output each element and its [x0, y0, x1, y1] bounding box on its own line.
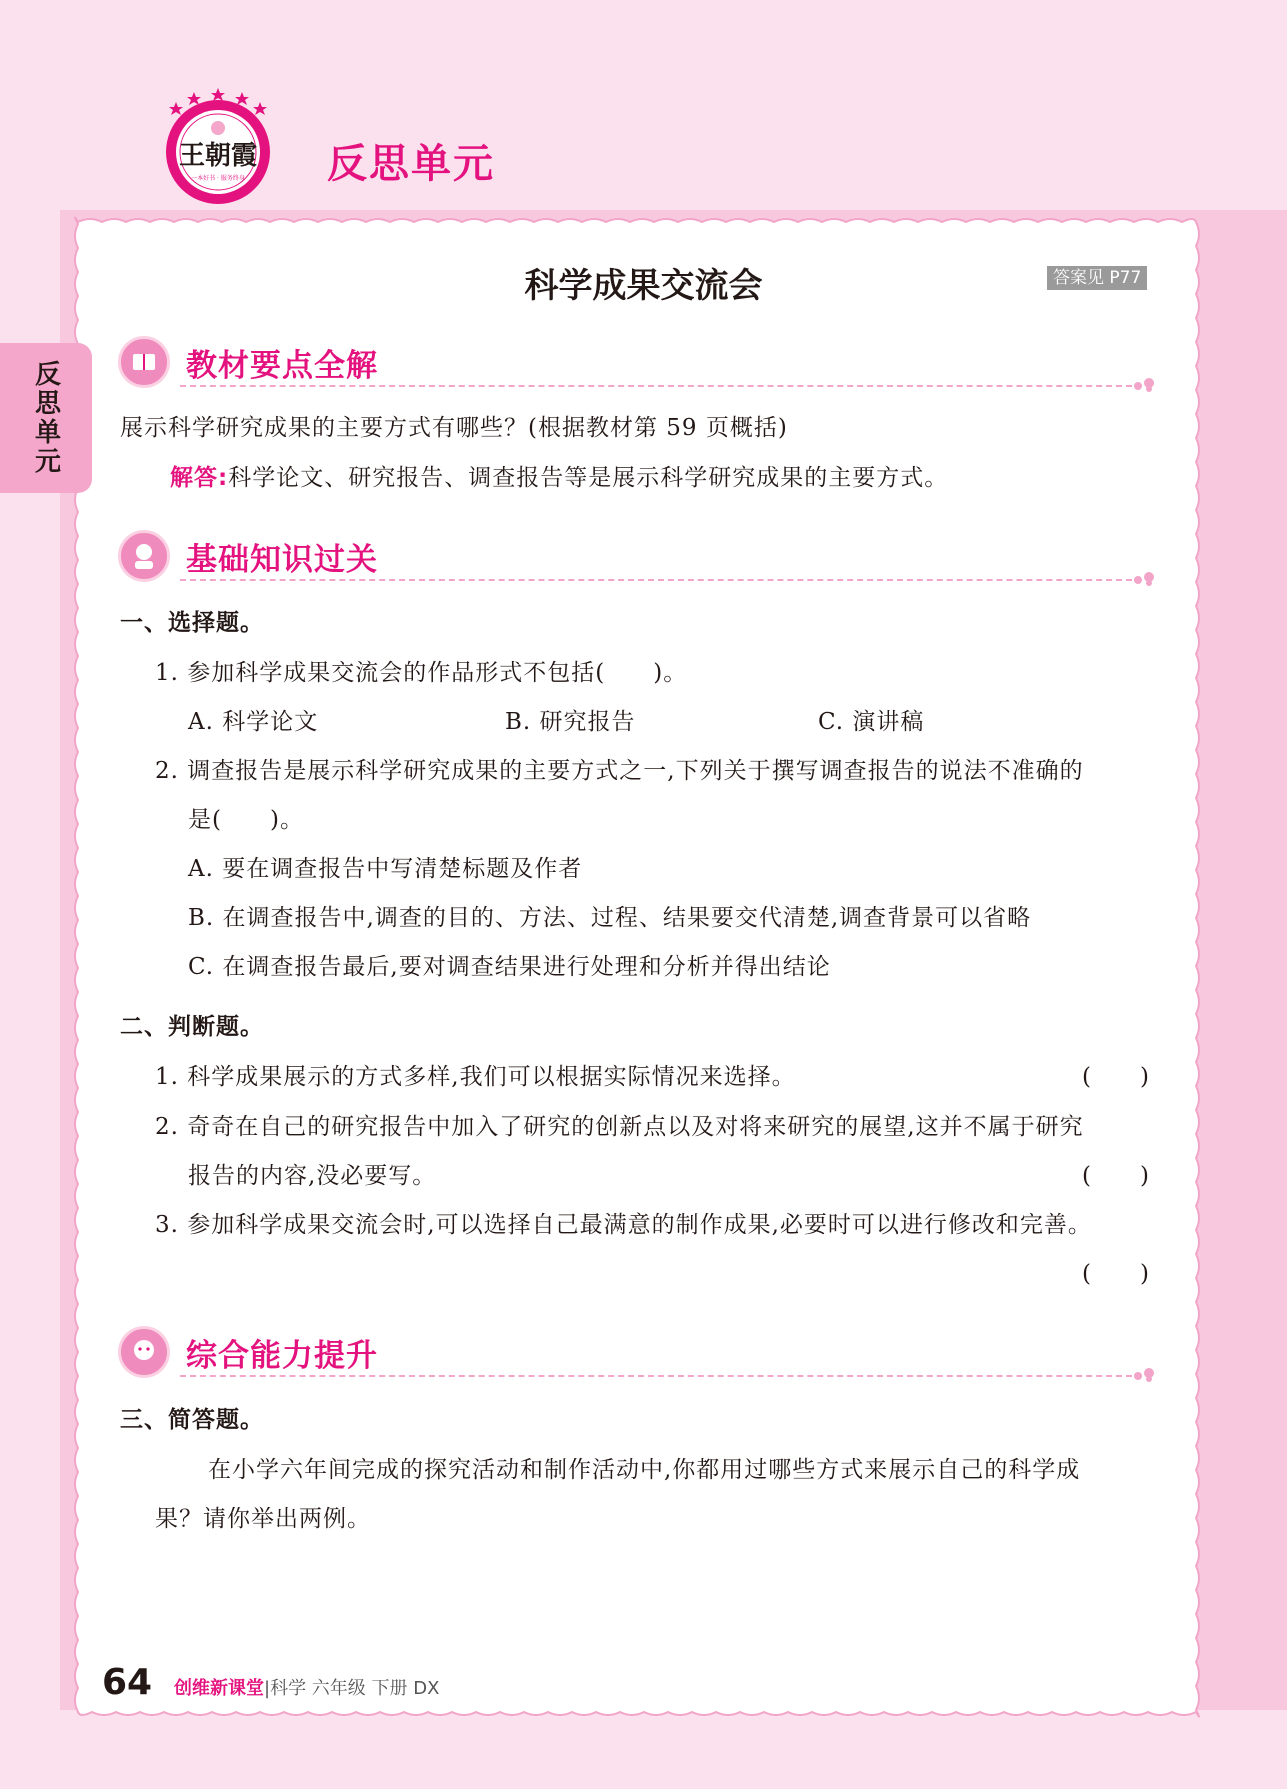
decor-dots-icon	[1132, 376, 1158, 392]
mc-q2-option-a: A. 要在调查报告中写清楚标题及作者	[188, 856, 583, 882]
section-header-advanced	[118, 1322, 1158, 1382]
part3-title: 三、简答题。	[120, 1407, 264, 1433]
section-divider	[180, 1375, 1132, 1377]
lesson-title: 科学成果交流会	[524, 266, 763, 306]
judge-q2-blank: ( )	[1082, 1163, 1150, 1189]
judge-question-3: 3. 参加科学成果交流会时,可以选择自己最满意的制作成果,必要时可以进行修改和完善。	[155, 1212, 1092, 1238]
part1-title: 一、选择题。	[120, 610, 264, 636]
section-title: 教材要点全解	[186, 348, 378, 384]
mc-question-2-line1: 2. 调查报告是展示科学研究成果的主要方式之一,下列关于撰写调查报告的说法不准确的	[155, 758, 1084, 784]
mc-q1-option-a: A. 科学论文	[188, 709, 319, 735]
publisher-logo	[158, 88, 278, 206]
side-tab-label: 反思单元	[30, 360, 61, 476]
answer-reference-badge: 答案见 P77	[1047, 266, 1147, 290]
section-title: 基础知识过关	[186, 542, 378, 578]
logo-text: 王朝霞	[178, 141, 258, 171]
side-tab	[0, 343, 92, 493]
part2-title: 二、判断题。	[120, 1014, 264, 1040]
judge-q3-blank: ( )	[1082, 1261, 1150, 1287]
section-header-basics	[118, 526, 1158, 586]
short-answer-line2: 果？请你举出两例。	[155, 1506, 371, 1532]
answer-text: 科学论文、研究报告、调查报告等是展示科学研究成果的主要方式。	[228, 465, 949, 491]
section-header-key-points	[118, 332, 1158, 392]
judge-question-1: 1. 科学成果展示的方式多样,我们可以根据实际情况来选择。	[155, 1064, 796, 1090]
footer-info	[174, 1674, 439, 1700]
section-title: 综合能力提升	[186, 1338, 378, 1374]
footer-brand: 创维新课堂	[174, 1678, 264, 1699]
judge-q1-blank: ( )	[1082, 1064, 1150, 1090]
mc-question-1: 1. 参加科学成果交流会的作品形式不包括( )。	[155, 660, 688, 686]
mc-q1-option-c: C. 演讲稿	[818, 709, 925, 735]
logo-slogan: 一本好书 · 服务终身	[191, 175, 245, 182]
mc-q2-option-c: C. 在调查报告最后,要对调查结果进行处理和分析并得出结论	[188, 954, 831, 980]
short-answer-line1: 在小学六年间完成的探究活动和制作活动中,你都用过哪些方式来展示自己的科学成	[208, 1457, 1081, 1483]
judge-question-2-line2: 报告的内容,没必要写。	[188, 1163, 437, 1189]
footer-separator: |	[264, 1678, 271, 1699]
key-points-question: 展示科学研究成果的主要方式有哪些？(根据教材第 59 页概括)	[120, 415, 788, 441]
mc-question-2-line2: 是( )。	[188, 807, 304, 833]
answer-prefix: 解答:	[170, 465, 229, 491]
mc-q2-option-b: B. 在调查报告中,调查的目的、方法、过程、结果要交代清楚,调查背景可以省略	[188, 905, 1032, 931]
footer-course: 科学 六年级 下册 DX	[270, 1678, 440, 1699]
mc-q1-option-b: B. 研究报告	[505, 709, 636, 735]
key-points-answer	[170, 459, 948, 492]
judge-question-2-line1: 2. 奇奇在自己的研究报告中加入了研究的创新点以及对将来研究的展望,这并不属于研究	[155, 1114, 1084, 1140]
page-number: 64	[102, 1662, 153, 1703]
student-icon	[118, 530, 170, 582]
section-divider	[180, 385, 1132, 387]
section-divider	[180, 579, 1132, 581]
book-icon	[118, 336, 170, 388]
unit-title: 反思单元	[327, 141, 495, 187]
decor-dots-icon	[1132, 570, 1158, 586]
decor-dots-icon	[1132, 1366, 1158, 1382]
girl-icon	[118, 1326, 170, 1378]
